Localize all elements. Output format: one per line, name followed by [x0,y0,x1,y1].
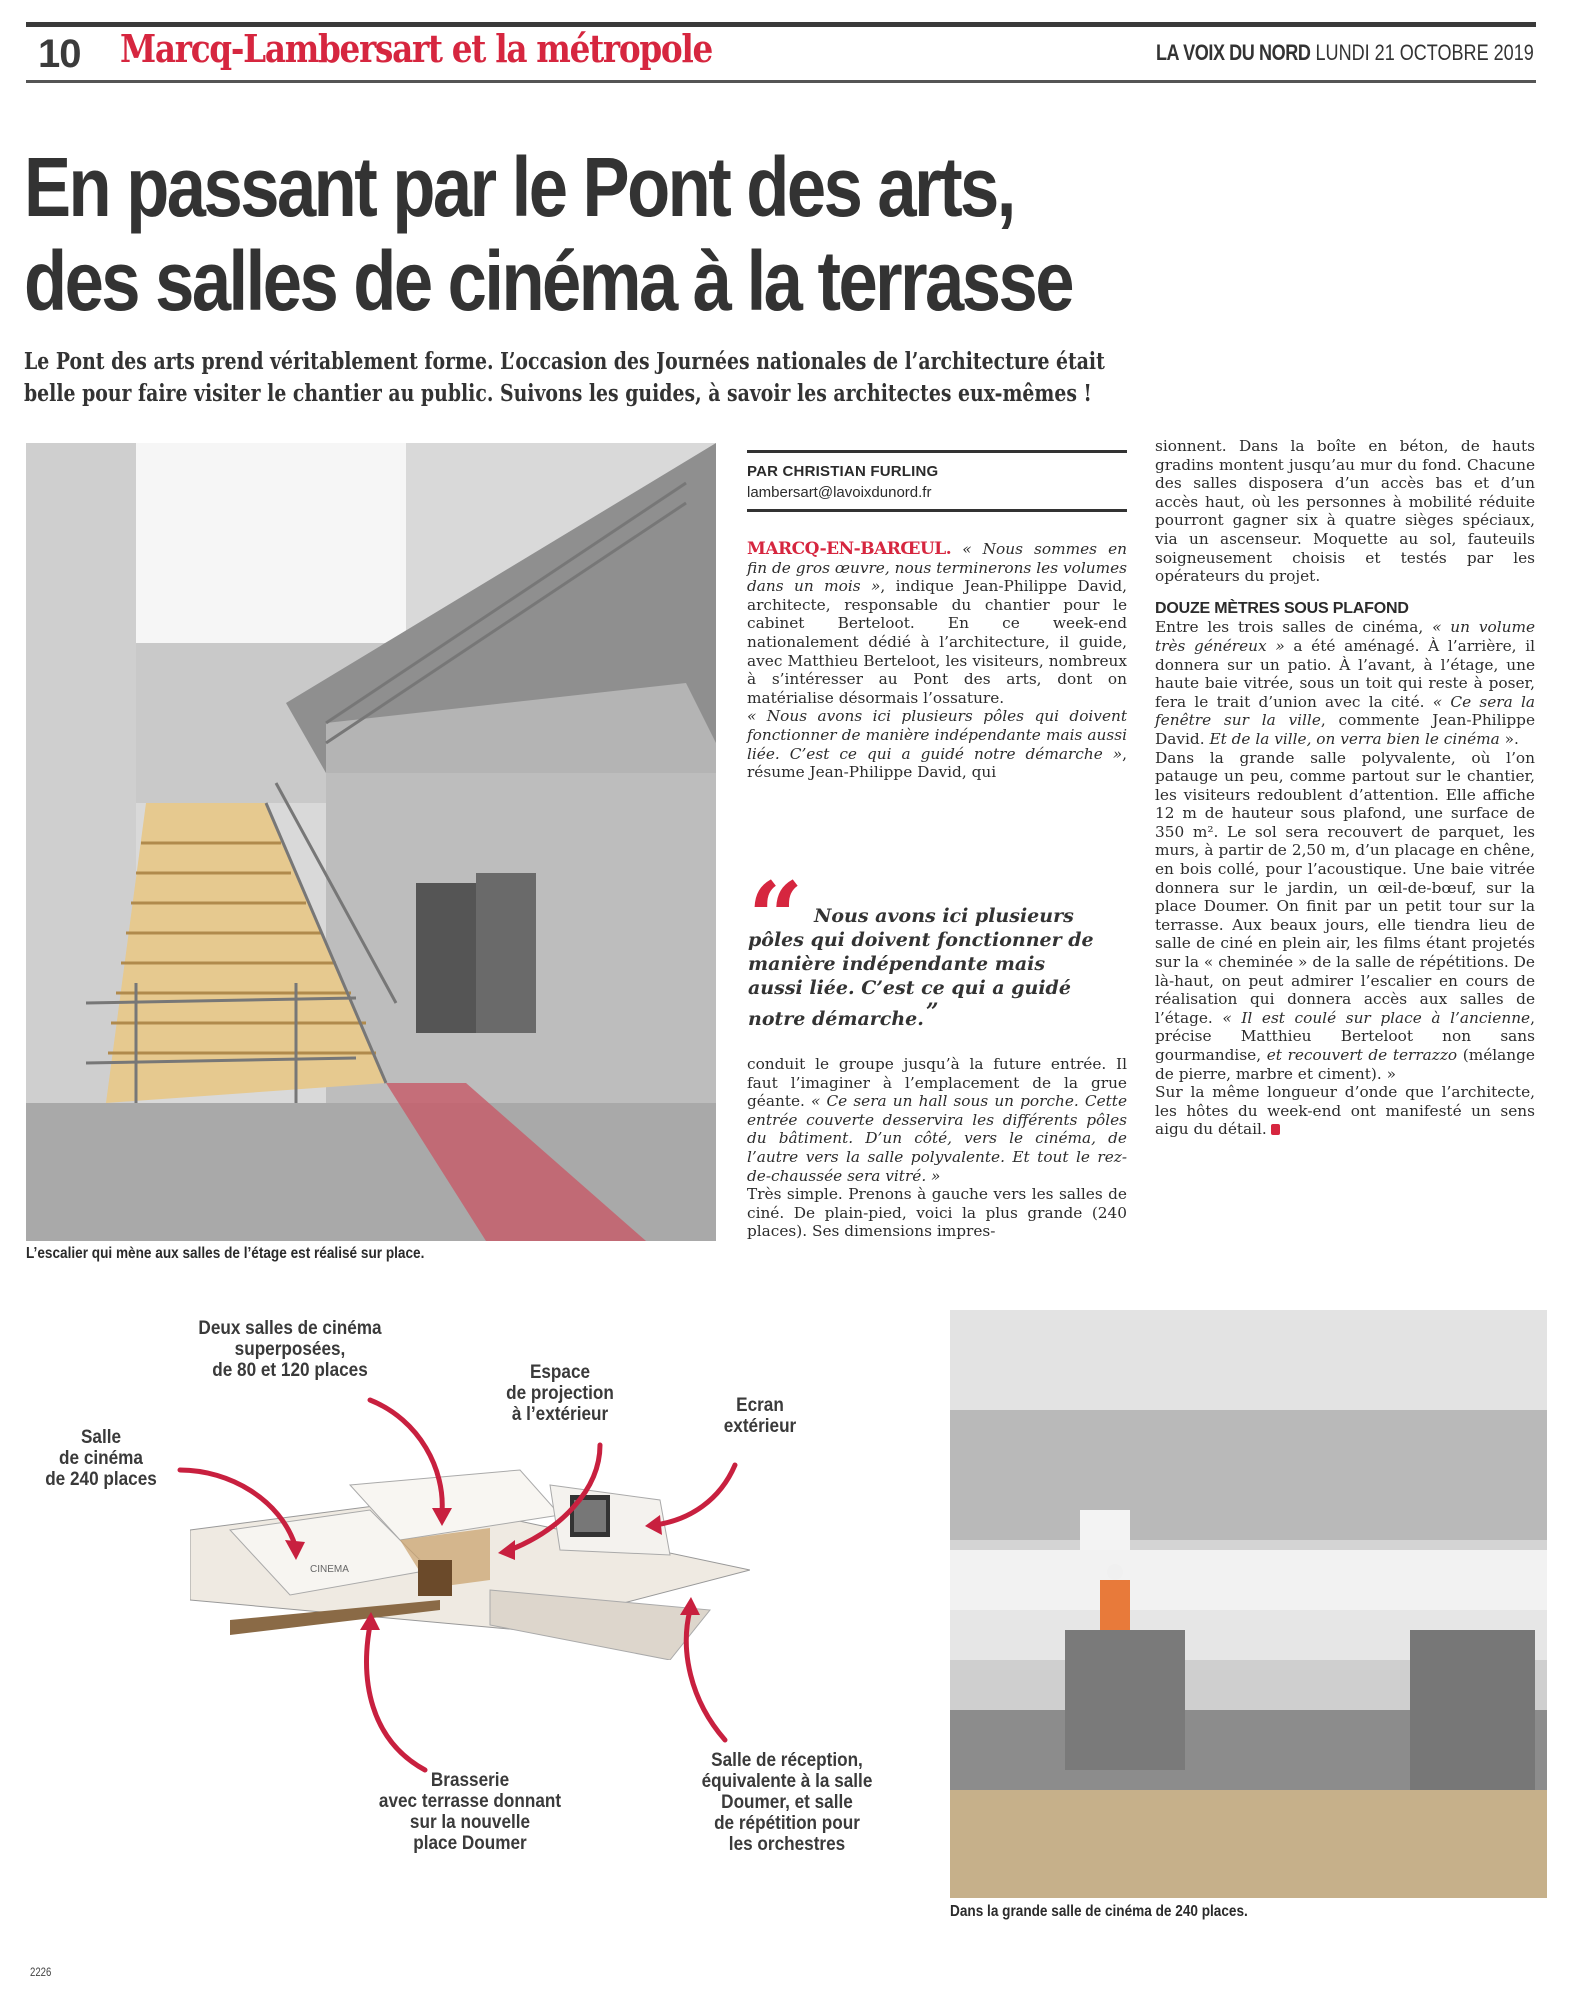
photo-staircase [26,443,716,1241]
standfirst [24,346,1254,410]
byline-rule-top [747,450,1127,453]
masthead [1156,40,1534,66]
label-projection-space [498,1362,621,1425]
label-line: de répétition pour [714,1812,860,1834]
headline-line-1: En passant par le Pont des arts, [24,140,1014,234]
article-column-3 [1155,437,1535,1139]
author-name: PAR CHRISTIAN FURLING [747,463,939,480]
quote-mark-icon: “ [748,861,804,974]
label-line: de 240 places [45,1468,157,1490]
close-quote-mark: ” [925,999,939,1025]
label-two-cinemas [184,1318,395,1381]
issue-date: LUNDI 21 OCTOBRE 2019 [1315,40,1534,65]
paragraph-text: a été aménagé. À l’arrière, il donnera sur un patio. À l’avant, à l’étage, une haute baie vitrée, sous un toit qui reste à poser, fera le trait d’union avec la cité. [1155,636,1535,711]
standfirst-line-2: belle pour faire visiter le chantier au public. Suivons les guides, à savoir les architectes eux-mêmes ! [24,380,1092,407]
paragraph [747,1055,1127,1185]
pull-quote-body: Nous avons ici plusieurs pôles qui doivent fonctionner de manière indépendante mais aussi liée. C’est ce qui a guidé notre démarche. [748,905,1094,1030]
label-line: superposées, [234,1338,346,1360]
byline-rule-bottom [747,509,1127,512]
paragraph-text: conduit le groupe jusqu’à la future entrée. Il faut l’imaginer à l’emplacement de la grue géante. [747,1055,1127,1111]
label-reception-hall [686,1750,888,1855]
label-line: Salle de réception, [711,1749,863,1771]
label-line: Doumer, et salle [721,1791,853,1813]
label-line: de projection [506,1382,614,1404]
end-of-article-icon [1271,1124,1280,1135]
page-number: 10 [38,32,81,76]
newspaper-name: LA VOIX DU NORD [1156,40,1311,65]
paragraph [1155,749,1535,1084]
quote: Et de la ville, on verra bien le cinéma [1209,729,1500,748]
paragraph: sionnent. Dans la boîte en béton, de hauts gradins montent jusqu’au mur du fond. Chacune des salles disposera d’un accès bas et d’un accès haut, où les personnes à mobilité réduite pourront gagner six à quatre sièges spéciaux, via un ascenseur. Moquette au sol, fauteuils soigneusement choisis et testés par les opérateurs du projet. [1155,437,1535,586]
label-line: équivalente à la salle [701,1770,873,1792]
cinema-hall-illustration [950,1310,1547,1898]
paragraph-text: , précise Matthieu Berteloot non sans gourmandise, [1155,1008,1535,1064]
standfirst-line-1: Le Pont des arts prend véritablement forme. L’occasion des Journées nationales de l’architecture était [24,348,1105,375]
headline-line-2: des salles de cinéma à la terrasse [24,234,1072,328]
quote: « un volume très généreux » [1155,618,1535,655]
paragraph-text: Entre les trois salles de cinéma, [1155,618,1433,637]
paragraph-text: Dans la grande salle polyvalente, où l’on patauge un peu, comme partout sur le chantier, les visiteurs redoublent d’attention. Elle affiche 12 m de hauteur sous plafond, une surface de 350 m². Le sol sera recouvert de parquet, les murs, à partir de 2,50 m, d’un placage en chêne, en bois collé, pour l’acoustique. Une baie vitrée donnera sur le jardin, un œil-de-bœuf, sur la place Doumer. On finit par un petit tour sur la terrasse. Aux beaux jours, elle tiendra lieu de salle de ciné en plein air, les films étant projetés sur la « cheminée » de la salle de répétitions. De là-haut, on peut admirer l’escalier en cours de réalisation qui donnera accès aux salles de l’étage. [1155,748,1535,1027]
paragraph-text: ». [1499,729,1519,748]
paragraph-text: Sur la même longueur d’onde que l’architecte, les hôtes du week-end ont manifesté un sens aigu du détail. [1155,1083,1535,1139]
folio-number: 2226 [30,1965,52,1979]
paragraph-text: (mélange de pierre, marbre et ciment). » [1155,1046,1535,1083]
label-line: Brasserie [430,1769,510,1791]
quote: et recouvert de terrazzo [1266,1046,1458,1064]
paragraph-text: , résume Jean-Philippe David, qui [747,744,1127,782]
subheading: DOUZE MÈTRES SOUS PLAFOND [1155,599,1409,617]
label-line: sur la nouvelle [409,1811,531,1833]
label-cinema-240 [35,1427,167,1490]
building-diagram [190,1460,750,1660]
dateline: MARCQ-EN-BARŒUL. [747,539,952,559]
building-illustration [190,1460,750,1660]
photo-cinema-hall [950,1310,1547,1898]
staircase-caption: L’escalier qui mène aux salles de l’étage est réalisé sur place. [26,1245,425,1262]
paragraph [747,707,1127,781]
paragraph [1155,618,1535,748]
label-line: Espace [529,1361,591,1383]
author-email[interactable]: lambersart@lavoixdunord.fr [747,484,932,501]
hall-caption: Dans la grande salle de cinéma de 240 places. [950,1903,1248,1920]
article-column-2 [747,1055,1127,1241]
label-line: à l’extérieur [511,1403,609,1425]
quote: « Nous avons ici plusieurs pôles qui doivent fonctionner de manière indépendante mais aussi liée. C’est ce qui a guidé notre démarche » [747,707,1127,763]
paragraph [747,540,1127,707]
section-title: Marcq-Lambersart et la métropole [120,26,713,71]
label-line: Salle [80,1426,122,1448]
quote: « Ce sera un hall sous un porche. Cette entrée couverte desservira les différents pôles du bâtiment. D’un côté, vers le cinéma, de l’autre vers la salle polyvalente. Et tout le rez-de-chaussée sera vitré. » [747,1092,1127,1185]
headline [24,140,1284,328]
label-line: de 80 et 120 places [212,1359,368,1381]
article-column-1 [747,540,1127,782]
paragraph-text: , commente Jean-Philippe David. [1155,711,1535,748]
byline [747,450,1127,512]
header-rule-bottom [26,80,1536,83]
pull-quote [748,861,1138,1031]
label-line: Ecran [736,1394,784,1416]
quote: « Ce sera la fenêtre sur la ville [1155,692,1535,730]
quote: « Nous sommes en fin de gros œuvre, nous terminerons les volumes dans un mois » [747,540,1127,596]
cinema-sign: CINEMA [310,1564,349,1575]
paragraph [1155,1083,1535,1139]
label-line: extérieur [723,1415,797,1437]
paragraph: Très simple. Prenons à gauche vers les salles de ciné. De plain-pied, voici la plus grande (240 places). Ses dimensions impres- [747,1185,1127,1241]
label-brasserie [369,1770,571,1854]
label-line: de cinéma [59,1447,143,1469]
label-line: place Doumer [413,1832,527,1854]
quote: « Il est coulé sur place à l’ancienne [1222,1008,1531,1027]
label-line: Deux salles de cinéma [198,1317,382,1339]
staircase-illustration [26,443,716,1241]
label-line: avec terrasse donnant [378,1790,562,1812]
paragraph-text: , indique Jean-Philippe David, architecte, responsable du chantier pour le cabinet Berteloot. En ce week-end nationalement dédié à l’architecture, il guide, avec Matthieu Berteloot, les visiteurs, nombreux à s’intéresser au Pont des arts, dont on matérialise désormais l’ossature. [747,577,1127,707]
label-outdoor-screen [707,1395,813,1437]
label-line: les orchestres [728,1833,846,1855]
